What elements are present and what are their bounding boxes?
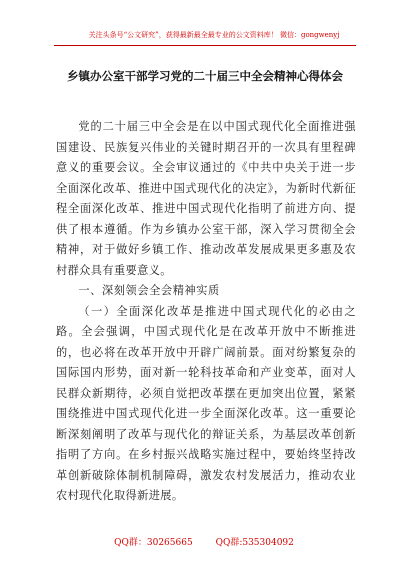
header-divider bbox=[54, 45, 356, 46]
header-notice: 关注头条号“公文研究”，获得最新最全最专业的公文资料库！ 微信：gongwenyj bbox=[88, 31, 340, 39]
document-body bbox=[56, 117, 356, 507]
section-heading: 一、深刻领会全会精神实质 bbox=[78, 284, 220, 297]
intro-paragraph: 党的二十届三中全会是在以中国式现代化全面推进强国建设、民族复兴伟业的关键时期召开的一次具有里程碑意义的重要会议。全会审议通过的《中共中央关于进一步全面深化改革、推进中国式现代化的决定》，为新时代新征程全面深化改革、推进中国式现代化指明了前进方向、提供了根本遵循。作为乡镇办公室干部，深入学习贯彻全会精神，对于做好乡镇工作、推动改革发展成果更多惠及农村群众具有重要意义。 bbox=[56, 120, 356, 277]
section-paragraph: （一）全面深化改革是推进中国式现代化的必由之路。全会强调，中国式现代化是在改革开放中不断推进的，也必将在改革开放中开辟广阔前景。面对纷繁复杂的国际国内形势，面对新一轮科技革命和产业变革，面对人民群众新期待，必须自觉把改革摆在更加突出位置，紧紧围绕推进中国式现代化进一步全面深化改革。这一重要论断深刻阐明了改革与现代化的辩证关系，为基层改革创新指明了方向。在乡村振兴战略实施过程中，要始终坚持改革创新破除体制机制障碍，激发农村发展活力，推动农业农村现代化取得新进展。 bbox=[56, 304, 356, 502]
footer-contacts bbox=[0, 535, 408, 548]
footer-qq-group-1: QQ群：30265665 bbox=[114, 538, 193, 548]
footer-qq-group-2: QQ群:535304092 bbox=[215, 538, 294, 548]
document-title: 乡镇办公室干部学习党的二十届三中全会精神心得体会 bbox=[67, 69, 343, 83]
